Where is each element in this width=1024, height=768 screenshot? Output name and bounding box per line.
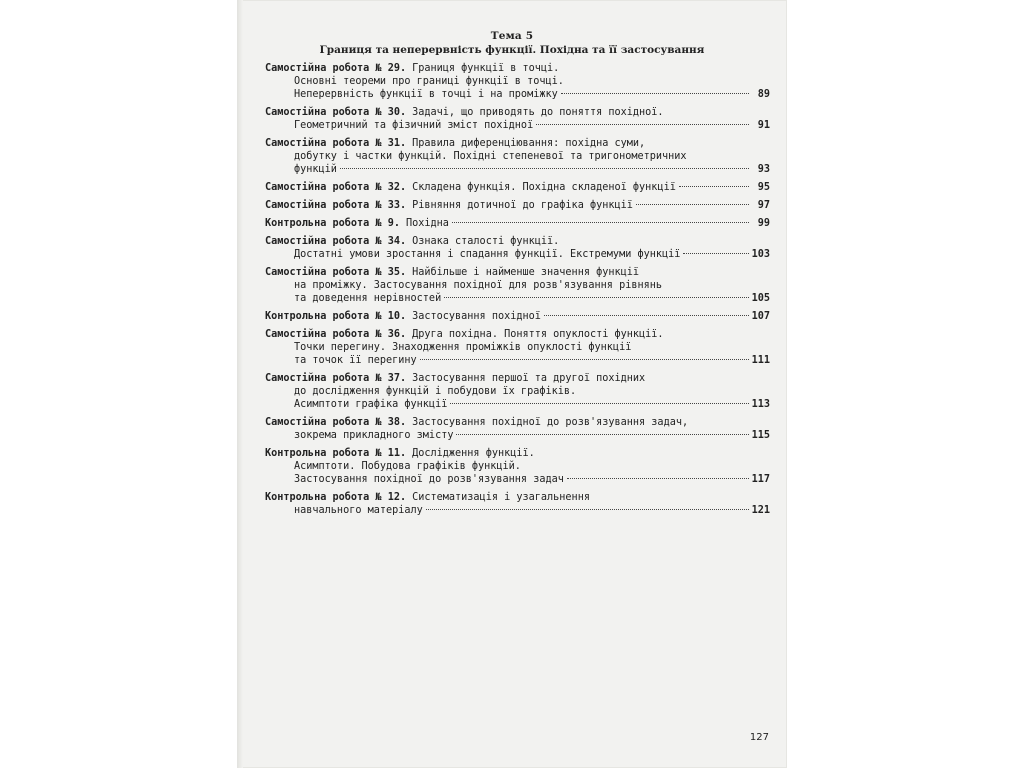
toc-entry — [265, 181, 770, 194]
entry-page-number: 107 — [751, 311, 770, 322]
toc-entry — [265, 199, 770, 212]
entry-page-number: 103 — [751, 249, 770, 260]
toc-line — [265, 106, 770, 119]
entry-title-line: Застосування похідної до розв'язування задач — [294, 474, 564, 485]
toc-entry — [265, 137, 770, 176]
entry-title-line: Дослідження функції. — [412, 448, 535, 459]
work-kind: Самостійна робота — [265, 200, 370, 211]
toc-line — [265, 119, 770, 132]
entry-title-line: навчального матеріалу — [294, 505, 423, 516]
dot-leader — [679, 186, 749, 187]
toc-line — [265, 491, 770, 504]
work-kind: Самостійна робота — [265, 267, 370, 278]
work-type-label — [265, 416, 406, 429]
work-type-label — [265, 447, 406, 460]
toc-entry — [265, 310, 770, 323]
entry-page-number: 99 — [757, 218, 770, 229]
dot-leader — [567, 478, 749, 479]
entry-title-line: Геометричний та фізичний зміст похідної — [294, 120, 534, 131]
work-kind: Самостійна робота — [265, 63, 370, 74]
work-kind: Контрольна робота — [265, 492, 370, 503]
toc-line — [265, 235, 770, 248]
toc-line — [265, 385, 770, 398]
entry-page-number: 111 — [751, 355, 770, 366]
work-number: № 29. — [375, 63, 407, 74]
work-number: № 37. — [375, 373, 407, 384]
toc-line — [265, 354, 770, 367]
entry-page-number: 117 — [751, 474, 770, 485]
work-number: № 36. — [375, 329, 407, 340]
work-type-label — [265, 266, 406, 279]
toc-entry — [265, 491, 770, 517]
entry-title-line: Складена функція. Похідна складеної функції — [412, 182, 676, 193]
toc-line — [265, 266, 770, 279]
work-number: № 11. — [375, 448, 407, 459]
work-type-label — [265, 372, 406, 385]
work-number: № 10. — [375, 311, 407, 322]
work-number: № 34. — [375, 236, 407, 247]
work-number: № 32. — [375, 182, 407, 193]
toc-line — [265, 150, 770, 163]
work-kind: Контрольна робота — [265, 311, 370, 322]
work-kind: Самостійна робота — [265, 107, 370, 118]
toc-line — [265, 181, 770, 194]
work-type-label — [265, 235, 406, 248]
toc-line — [265, 398, 770, 411]
work-kind: Контрольна робота — [265, 448, 370, 459]
entry-title-line: Ознака сталості функції. — [412, 236, 560, 247]
toc-line — [265, 416, 770, 429]
toc-entry — [265, 235, 770, 261]
entry-page-number: 113 — [751, 399, 770, 410]
work-number: № 9. — [375, 218, 400, 229]
entry-title-line: Застосування похідної до розв'язування задач, — [412, 417, 689, 428]
toc-line — [265, 310, 770, 323]
topic-subtitle: Границя та неперервність функції. Похідна та її застосування — [319, 44, 705, 56]
document-page — [237, 0, 787, 768]
entry-title-line: Достатні умови зростання і спадання функції. Екстремуми функції — [294, 249, 681, 260]
entry-title-line: Задачі, що приводять до поняття похідної. — [412, 107, 664, 118]
dot-leader — [536, 124, 749, 125]
toc-line — [265, 447, 770, 460]
table-of-contents — [265, 62, 770, 522]
toc-line — [265, 341, 770, 354]
entry-page-number: 95 — [757, 182, 770, 193]
dot-leader — [450, 403, 748, 404]
toc-entry — [265, 62, 770, 101]
work-type-label — [265, 328, 406, 341]
toc-line — [265, 163, 770, 176]
entry-title-line: Похідна — [405, 218, 449, 229]
entry-title-line: до дослідження функцій і побудови їх графіків. — [294, 386, 577, 397]
work-kind: Самостійна робота — [265, 138, 370, 149]
work-number: № 31. — [375, 138, 407, 149]
work-type-label — [265, 310, 406, 323]
topic-title: Тема 5 — [490, 30, 534, 42]
entry-title-line: функцій — [294, 164, 337, 175]
toc-line — [265, 372, 770, 385]
entry-title-line: на проміжку. Застосування похідної для розв'язування рівнянь — [294, 280, 663, 291]
dot-leader — [456, 434, 748, 435]
work-number: № 33. — [375, 200, 407, 211]
toc-line — [265, 473, 770, 486]
entry-page-number: 93 — [757, 164, 770, 175]
entry-title-line: зокрема прикладного змісту — [294, 430, 454, 441]
page-number: 127 — [749, 732, 769, 743]
entry-page-number: 89 — [757, 89, 770, 100]
entry-title-line: Асимптоти. Побудова графіків функцій. — [294, 461, 521, 472]
work-kind: Самостійна робота — [265, 329, 370, 340]
work-number: № 12. — [375, 492, 407, 503]
dot-leader — [444, 297, 748, 298]
entry-page-number: 91 — [757, 120, 770, 131]
entry-title-line: Застосування першої та другої похідних — [412, 373, 646, 384]
dot-leader — [544, 315, 749, 316]
toc-line — [265, 328, 770, 341]
toc-entry — [265, 447, 770, 486]
entry-title-line: Застосування похідної — [412, 311, 541, 322]
toc-line — [265, 429, 770, 442]
entry-title-line: Систематизація і узагальнення — [412, 492, 590, 503]
work-kind: Контрольна робота — [265, 218, 370, 229]
work-kind: Самостійна робота — [265, 236, 370, 247]
dot-leader — [636, 204, 749, 205]
entry-title-line: Друга похідна. Поняття опуклості функції. — [412, 329, 664, 340]
work-type-label — [265, 62, 406, 75]
work-kind: Самостійна робота — [265, 182, 370, 193]
entry-title-line: Рівняння дотичної до графіка функції — [412, 200, 633, 211]
toc-line — [265, 88, 770, 101]
work-type-label — [265, 491, 406, 504]
toc-line — [265, 504, 770, 517]
entry-page-number: 121 — [751, 505, 770, 516]
work-number: № 30. — [375, 107, 407, 118]
work-kind: Самостійна робота — [265, 417, 370, 428]
entry-page-number: 105 — [751, 293, 770, 304]
toc-line — [265, 75, 770, 88]
dot-leader — [683, 253, 748, 254]
toc-line — [265, 199, 770, 212]
dot-leader — [340, 168, 749, 169]
entry-title-line: Точки перегину. Знаходження проміжків опуклості функції — [294, 342, 632, 353]
toc-entry — [265, 106, 770, 132]
entry-title-line: Правила диференціювання: похідна суми, — [412, 138, 646, 149]
work-type-label — [265, 106, 406, 119]
toc-entry — [265, 328, 770, 367]
entry-title-line: Границя функції в точці. — [412, 63, 560, 74]
toc-entry — [265, 266, 770, 305]
dot-leader — [426, 509, 749, 510]
dot-leader — [561, 93, 749, 94]
work-number: № 38. — [375, 417, 407, 428]
entry-title-line: Найбільше і найменше значення функції — [412, 267, 640, 278]
entry-title-line: добутку і частки функцій. Похідні степеневої та тригонометричних — [294, 151, 687, 162]
entry-title-line: Асимптоти графіка функції — [294, 399, 448, 410]
entry-title-line: Неперервність функції в точці і на проміжку — [294, 89, 558, 100]
dot-leader — [452, 222, 749, 223]
work-number: № 35. — [375, 267, 407, 278]
entry-title-line: та доведення нерівностей — [294, 293, 442, 304]
toc-entry — [265, 217, 770, 230]
toc-line — [265, 217, 770, 230]
work-type-label — [265, 181, 406, 194]
work-type-label — [265, 199, 406, 212]
work-kind: Самостійна робота — [265, 373, 370, 384]
toc-line — [265, 292, 770, 305]
work-type-label — [265, 137, 406, 150]
dot-leader — [420, 359, 749, 360]
toc-line — [265, 137, 770, 150]
entry-page-number: 97 — [757, 200, 770, 211]
toc-line — [265, 279, 770, 292]
toc-line — [265, 62, 770, 75]
toc-line — [265, 460, 770, 473]
entry-page-number: 115 — [751, 430, 770, 441]
work-type-label — [265, 217, 400, 230]
toc-entry — [265, 416, 770, 442]
toc-line — [265, 248, 770, 261]
entry-title-line: Основні теореми про границі функції в точці. — [294, 76, 564, 87]
toc-entry — [265, 372, 770, 411]
entry-title-line: та точок її перегину — [294, 355, 417, 366]
